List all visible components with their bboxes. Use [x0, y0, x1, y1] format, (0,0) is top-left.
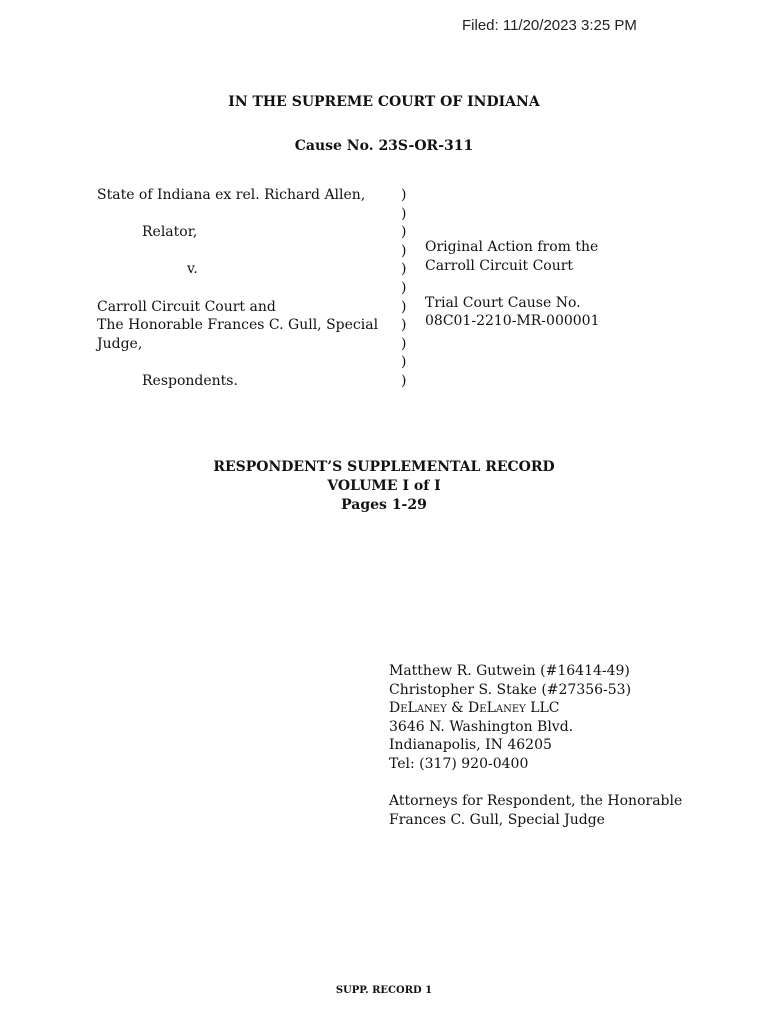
respondent-line-2: The Honorable Frances C. Gull, Special: [97, 317, 379, 334]
trial-cause-number: 08C01-2210-MR-000001: [425, 313, 600, 330]
page-footer: SUPP. RECORD 1: [335, 985, 433, 996]
document-title-line-3: Pages 1-29: [341, 497, 427, 513]
caption-paren-column: [401, 186, 406, 391]
firm-address-line-2: Indianapolis, IN 46205: [389, 737, 552, 754]
caption-parties: [97, 186, 378, 391]
caption-paren: ): [401, 224, 407, 241]
respondent-label: Respondents.: [142, 372, 238, 389]
caption-spacer: [389, 774, 682, 793]
attorney-name-2: Christopher S. Stake (#27356-53): [389, 681, 632, 698]
caption-paren: ): [401, 335, 407, 352]
caption-paren: ): [401, 279, 407, 296]
caption-paren: ): [401, 261, 407, 278]
caption-origin: [425, 238, 599, 331]
caption-spacer: [425, 275, 599, 294]
caption-spacer: [97, 279, 378, 298]
respondent-line-3: Judge,: [97, 335, 143, 352]
origin-line-1: Original Action from the: [425, 239, 599, 255]
caption-paren: ): [401, 354, 407, 371]
caption-paren: ): [401, 372, 407, 389]
caption-paren: ): [401, 205, 407, 222]
trial-cause-label: Trial Court Cause No.: [425, 294, 581, 311]
respondent-line-1: Carroll Circuit Court and: [97, 298, 276, 315]
attorney-name-1: Matthew R. Gutwein (#16414-49): [389, 663, 630, 679]
document-title-line-1: RESPONDENT’S SUPPLEMENTAL RECORD: [213, 459, 555, 475]
document-title: [0, 458, 768, 515]
filed-stamp: Filed: 11/20/2023 3:25 PM: [462, 17, 637, 34]
caption-paren: ): [401, 242, 407, 259]
origin-line-2: Carroll Circuit Court: [425, 257, 574, 274]
court-heading: IN THE SUPREME COURT OF INDIANA: [228, 94, 540, 110]
cause-number: Cause No. 23S-OR-311: [294, 138, 474, 154]
representation-line-2: Frances C. Gull, Special Judge: [389, 811, 605, 828]
representation-line-1: Attorneys for Respondent, the Honorable: [389, 793, 683, 810]
versus-label: v.: [187, 261, 198, 278]
firm-address-line-1: 3646 N. Washington Blvd.: [389, 718, 574, 735]
relator-label: Relator,: [142, 224, 198, 241]
document-title-line-2: VOLUME I of I: [327, 478, 441, 494]
law-firm-name: DeLaney & DeLaney LLC: [389, 700, 560, 717]
caption-paren: ): [401, 298, 407, 315]
attorney-signature-block: [389, 662, 682, 829]
caption-paren: ): [401, 317, 407, 334]
caption-paren: ): [401, 187, 407, 203]
caption-spacer: [97, 242, 378, 261]
relator-name: State of Indiana ex rel. Richard Allen,: [97, 187, 366, 203]
firm-phone: Tel: (317) 920-0400: [389, 755, 529, 772]
caption-spacer: [97, 353, 378, 372]
caption-spacer: [97, 205, 378, 224]
